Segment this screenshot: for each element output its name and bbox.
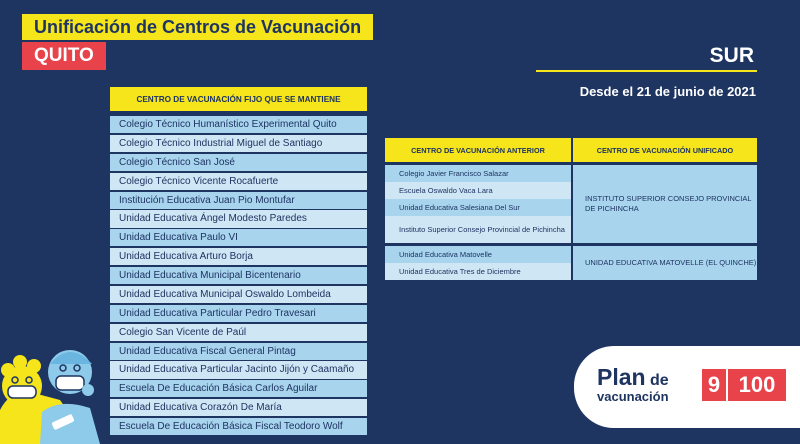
unified-center-cell: INSTITUTO SUPERIOR CONSEJO PROVINCIAL DE PICHINCHA: [573, 165, 757, 243]
unified-center-header: CENTRO DE VACUNACIÓN UNIFICADO: [573, 138, 757, 162]
date-text: Desde el 21 de junio de 2021: [579, 84, 756, 99]
previous-center-cell: Colegio Javier Francisco Salazar: [385, 165, 571, 182]
fixed-centers-list: [110, 116, 367, 437]
page-title: Unificación de Centros de Vacunación: [22, 14, 373, 40]
unified-center-cell: UNIDAD EDUCATIVA MATOVELLE (EL QUINCHE): [573, 246, 757, 280]
fixed-center-row: Unidad Educativa Municipal Oswaldo Lombeida: [110, 286, 367, 303]
logo-plan-text: Plan: [597, 364, 646, 390]
fixed-center-row: Unidad Educativa Municipal Bicentenario: [110, 267, 367, 284]
previous-centers-column: [385, 246, 573, 280]
previous-center-cell: Instituto Superior Consejo Provincial de Pichincha: [385, 216, 571, 243]
fixed-center-row: Unidad Educativa Paulo VI: [110, 229, 367, 246]
previous-center-cell: Unidad Educativa Salesiana Del Sur: [385, 199, 571, 216]
unification-group: [385, 246, 757, 280]
fixed-center-row: Unidad Educativa Corazón De María: [110, 399, 367, 416]
logo-de-text: de: [650, 372, 669, 389]
previous-center-cell: Escuela Oswaldo Vaca Lara: [385, 182, 571, 199]
logo-vacunacion-text: vacunación: [597, 389, 669, 404]
city-label: QUITO: [22, 42, 106, 70]
zone-underline: [536, 70, 757, 72]
vaccination-plan-logo: [597, 366, 669, 404]
unification-group: [385, 165, 757, 243]
fixed-center-row: Escuela De Educación Básica Fiscal Teodoro Wolf: [110, 418, 367, 435]
fixed-center-row: Colegio Técnico Vicente Rocafuerte: [110, 173, 367, 190]
mascot-illustration: [0, 320, 110, 444]
logo-number-9: 9: [702, 369, 726, 401]
fixed-center-row: Colegio Técnico San José: [110, 154, 367, 171]
fixed-center-row: Unidad Educativa Particular Jacinto Jijón y Caamaño: [110, 361, 367, 378]
fixed-center-row: Unidad Educativa Arturo Borja: [110, 248, 367, 265]
unification-table-header: [385, 138, 757, 162]
fixed-center-row: Unidad Educativa Particular Pedro Travesari: [110, 305, 367, 322]
zone-label: SUR: [709, 44, 754, 67]
previous-center-cell: Unidad Educativa Matovelle: [385, 246, 571, 263]
fixed-center-row: Colegio Técnico Humanístico Experimental Quito: [110, 116, 367, 133]
fixed-center-row: Unidad Educativa Fiscal General Pintag: [110, 343, 367, 360]
fixed-centers-header: CENTRO DE VACUNACIÓN FIJO QUE SE MANTIENE: [110, 87, 367, 111]
fixed-center-row: Colegio San Vicente de Paúl: [110, 324, 367, 341]
unification-table: [385, 138, 757, 280]
fixed-center-row: Institución Educativa Juan Pio Montufar: [110, 192, 367, 209]
previous-centers-column: [385, 165, 573, 243]
fixed-center-row: Unidad Educativa Ángel Modesto Paredes: [110, 210, 367, 227]
fixed-center-row: Escuela De Educación Básica Carlos Aguilar: [110, 380, 367, 397]
previous-center-header: CENTRO DE VACUNACIÓN ANTERIOR: [385, 138, 573, 162]
logo-number-100: 100: [728, 369, 786, 401]
fixed-center-row: Colegio Técnico Industrial Miguel de Santiago: [110, 135, 367, 152]
previous-center-cell: Unidad Educativa Tres de Diciembre: [385, 263, 571, 280]
